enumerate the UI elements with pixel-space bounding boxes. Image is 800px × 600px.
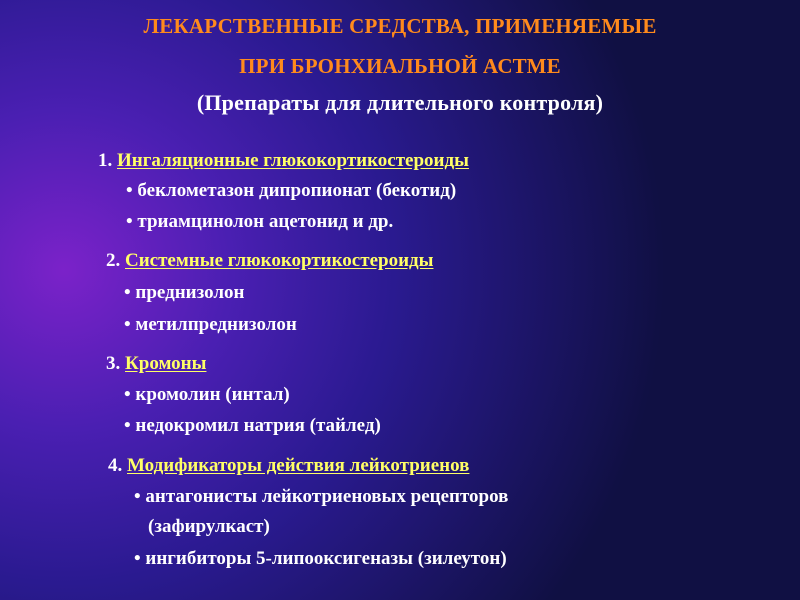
section-3-number: 3.	[106, 353, 121, 374]
section-3-heading	[106, 353, 206, 375]
section-4-number: 4.	[108, 455, 123, 476]
section-1-heading	[98, 150, 469, 172]
section-1-number: 1.	[98, 150, 113, 171]
title-line-2: ПРИ БРОНХИАЛЬНОЙ АСТМЕ	[239, 54, 561, 78]
section-2-heading	[106, 250, 433, 272]
section-1-item-1: • беклометазон дипропионат (бекотид)	[126, 180, 457, 201]
section-2-item-1: • преднизолон	[124, 282, 245, 303]
subtitle: (Препараты для длительного контроля)	[196, 90, 604, 115]
section-1-title: Ингаляционные глюкокортикостероиды	[117, 150, 469, 171]
section-1-item-2: • триамцинолон ацетонид и др.	[126, 211, 394, 232]
section-3-item-2: • недокромил натрия (тайлед)	[124, 415, 381, 436]
section-2-title: Системные глюкокортикостероиды	[125, 250, 434, 271]
section-3-title: Кромоны	[125, 353, 207, 374]
section-4-item-2: • ингибиторы 5-липооксигеназы (зилеутон)	[134, 548, 507, 569]
section-2-number: 2.	[106, 250, 121, 271]
section-4-item-1-continued: (зафирулкаст)	[148, 516, 270, 537]
section-4-title: Модификаторы действия лейкотриенов	[127, 455, 470, 476]
section-4-heading	[108, 455, 469, 477]
section-4-item-1: • антагонисты лейкотриеновых рецепторов	[134, 486, 509, 507]
section-2-item-2: • метилпреднизолон	[124, 314, 297, 335]
section-3-item-1: • кромолин (интал)	[124, 384, 290, 405]
title-line-1: ЛЕКАРСТВЕННЫЕ СРЕДСТВА, ПРИМЕНЯЕМЫЕ	[143, 14, 657, 38]
